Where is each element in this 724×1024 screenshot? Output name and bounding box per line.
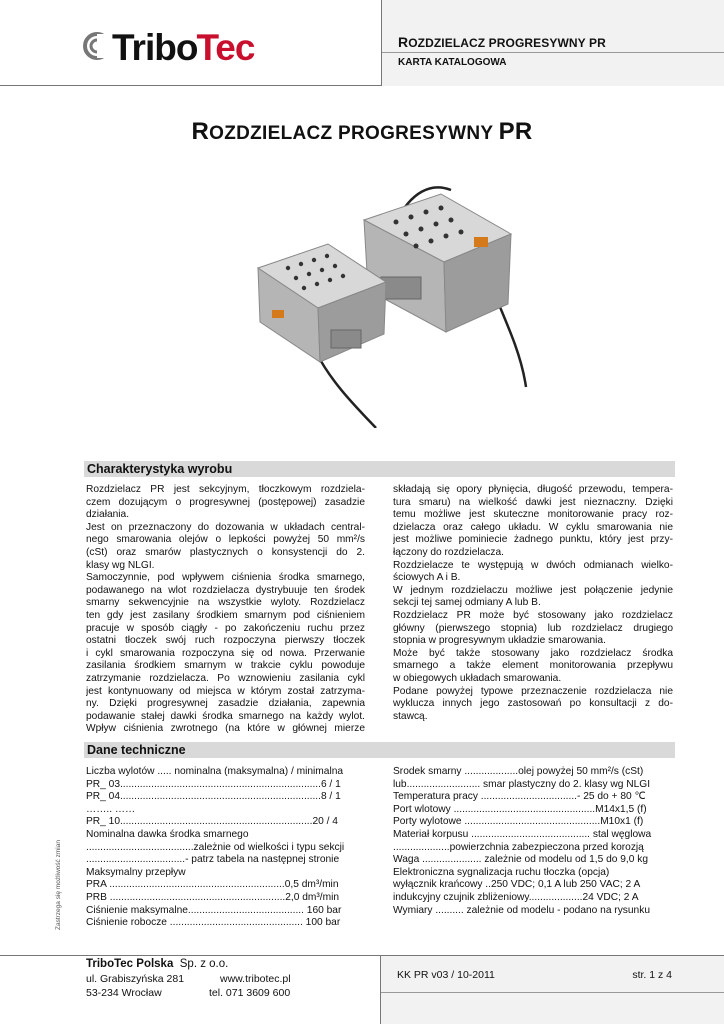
text-line: PR_ 10....................................................................20 / 4	[86, 816, 338, 828]
text-line: Ciśnienie maksymalne......................................... 160 bar	[86, 904, 342, 916]
side-note: Zastrzega się możliwość zmian	[55, 840, 62, 930]
text-line: klasy wg NLGI.	[86, 559, 155, 571]
logo-area	[0, 0, 381, 86]
text-line: Materiał korpusu .......................................... stal węglowa	[393, 828, 652, 840]
text-line: Rozdzielacz PR jest sekcyjnym, tłoczkowym rozdziela-	[86, 484, 365, 495]
text-line: wyłącznik krańcowy ..250 VDC; 0,1 A lub 250 VAC; 2 A	[393, 879, 641, 891]
text-line: tura smaru) na wielkość dawki jest nieznaczny. Dzięki	[393, 496, 673, 508]
text-line: lub.......................... smar plastyczny do 2. klasy wg NLGI	[393, 778, 651, 790]
header-divider	[382, 52, 724, 53]
header-subtitle: KARTA KATALOGOWA	[398, 57, 507, 68]
text-line: Środek smarny ...................olej powyżej 50 mm²/s (cSt)	[393, 766, 644, 777]
footer-street: ul. Grabiszyńska 281	[86, 973, 185, 985]
text-line: PRA ..............................................................0,5 dm³/min	[86, 879, 339, 891]
footer-company-area	[0, 956, 381, 1024]
footer-company-suffix: Sp. z o.o.	[179, 958, 229, 970]
footer-company-name: TriboTec Polska	[86, 958, 174, 970]
text-line: podawanie stałej dawki środka smarnego na każdy wylot.	[86, 710, 365, 722]
text-line: Ciśnienie robocze ............................................... 100 bar	[86, 917, 341, 929]
text-line: zatrzymanie rozdzielacza. Po wznowieniu zasilania cykl	[86, 672, 365, 684]
footer-company	[86, 958, 228, 970]
distributor-right	[364, 194, 511, 332]
text-line: działania.	[86, 509, 130, 521]
footer-page-number: str. 1 z 4	[632, 969, 672, 981]
footer-doc-code: KK PR v03 / 10-2011	[397, 969, 495, 981]
header-title-first: R	[398, 34, 409, 50]
text-line: Maksymalny przepływ	[86, 866, 186, 878]
page-footer	[0, 955, 724, 1024]
section-characteristics-heading: Charakterystyka wyrobu	[84, 461, 675, 477]
text-line: ....................powierzchnia zabezpieczona przed korozją	[393, 841, 644, 853]
text-line: ostatni tłoczek swój ruch rozpoczyna pierwszy tłoczek	[86, 635, 365, 647]
text-line: ściowych A i B.	[393, 572, 461, 584]
text-line: PR_ 04.......................................................................8 / 1	[86, 791, 341, 803]
text-line: smarny sekwencyjnie na wszystkie wyloty. Rozdzielacz	[86, 597, 365, 609]
text-line: czem dozującym o progresywnej (postępowej) zasadzie	[86, 496, 365, 508]
text-line: łączony do rozdzielacza.	[393, 546, 504, 558]
text-line: nego smarowania olejów o lepkości powyżej 50 mm²/s	[86, 534, 365, 546]
footer-divider	[381, 992, 724, 993]
text-line: Port wlotowy ..................................................M14x1,5 (f)	[393, 803, 647, 815]
footer-city: 53-234 Wrocław	[86, 987, 162, 999]
text-line: ten gdy jest zasilany środkiem smarnym pod ciśnieniem	[86, 609, 365, 621]
text-line: sekcji tej samej odmiany A lub B.	[393, 597, 541, 609]
text-line: wyklucza innych jego zastosowań po konsultacji z do-	[393, 698, 673, 710]
technical-right-column	[393, 766, 673, 917]
header-title	[398, 34, 606, 50]
text-line: ...................................- patrz tabela na następnej stronie	[86, 854, 340, 866]
text-line: Liczba wylotów ..... nominalna (maksymalna) / minimalna	[86, 766, 344, 777]
doc-title-end: PR	[498, 118, 533, 145]
text-line: jest możliwe pominiecie żadnego punktu, który jest przy-	[393, 534, 673, 546]
text-line: podawanego na wlot rozdzielacza dystrybuuje ten środek	[86, 584, 365, 596]
text-line: Samoczynnie, pod wpływem ciśnienia środka smarnego,	[86, 572, 365, 584]
text-line: składają się opory płynięcia, długość przewodu, tempera-	[393, 484, 673, 495]
characteristics-right-column	[393, 484, 673, 723]
header-title-area	[381, 0, 724, 86]
text-line: Porty wylotowe ................................................M10x1 (f)	[393, 816, 644, 828]
text-line: …….. ……	[86, 803, 136, 815]
logo-text: Tribo	[112, 27, 198, 68]
text-line: pracuje w sposób ciągły - po zakończeniu ruchu przez	[86, 622, 365, 634]
header-title-rest: OZDZIELACZ PROGRESYWNY PR	[408, 36, 606, 50]
text-line: ny. Dzięki progresywnej zasadzie działania, zapewnia	[86, 698, 365, 710]
product-photo	[236, 182, 536, 428]
text-line: dzielacza oraz całego układu. W cyklu smarowania nie	[393, 521, 673, 533]
text-line: i cykl smarowania rozpoczyna się od nowa. Przerwanie	[86, 647, 365, 659]
footer-phone: tel. 071 3609 600	[209, 987, 291, 999]
text-line: Podane powyżej typowe przeznaczenie rozdzielacza nie	[393, 685, 673, 697]
text-line: PR_ 03.......................................................................6 / 1	[86, 778, 341, 790]
text-line: smarnego a także element monitorowania przepływu	[393, 660, 673, 672]
text-line: Wpływ ciśnienia zwrotnego (na które w głównej mierze	[86, 723, 365, 735]
page-header	[0, 0, 724, 86]
text-line: Rozdzielacz PR może być stosowany jako rozdzielacz	[393, 609, 673, 621]
tribotec-logo	[0, 0, 381, 86]
text-line: (cSt) oraz smarów plastycznych o konsystencji do 2.	[86, 546, 365, 558]
text-line: ......................................zależnie od wielkości i typu sekcji	[86, 841, 345, 853]
text-line: jest kontynuowany od miejsca w którym został zatrzyma-	[86, 685, 365, 697]
logo-text-accent: Tec	[196, 27, 255, 68]
text-line: główny (pierwszego stopnia) lub rozdzielacz drugiego	[393, 622, 673, 634]
doc-title-rest: OZDZIELACZ PROGRESYWNY	[209, 123, 499, 144]
text-line: stopnia w progresywnym układzie smarowania.	[393, 635, 606, 647]
text-line: w obiegowych układach smarowania.	[393, 672, 562, 684]
text-line: zasilania środkiem smarnym w trakcie cyklu powoduje	[86, 660, 365, 672]
text-line: Nominalna dawka środka smarnego	[86, 828, 249, 840]
text-line: PRB ..............................................................2,0 dm³/min	[86, 891, 340, 903]
text-line: Może być także stosowany jako rozdzielacz środka	[393, 647, 673, 659]
doc-title-first: R	[191, 118, 210, 145]
section-technical-heading: Dane techniczne	[84, 742, 675, 758]
text-line: temu możliwe jest skuteczne monitorowanie pracy roz-	[393, 509, 673, 521]
text-line: Temperatura pracy ..................................- 25 do + 80 ℃	[393, 791, 646, 803]
text-line: stawcą.	[393, 710, 428, 722]
text-line: Waga ..................... zależnie od modelu od 1,5 do 9,0 kg	[393, 854, 649, 866]
document-title	[0, 118, 724, 146]
technical-left-column	[86, 766, 365, 930]
text-line: Elektroniczna sygnalizacja ruchu tłoczka (opcja)	[393, 866, 610, 878]
text-line: Wymiary .......... zależnie od modelu - podano na rysunku	[393, 904, 650, 916]
characteristics-left-column	[86, 484, 365, 736]
footer-website[interactable]: www.tribotec.pl	[220, 973, 291, 985]
text-line: Rozdzielacze te występują w dwóch odmianach wielko-	[393, 559, 673, 571]
text-line: indukcyjny czujnik zbliżeniowy...................24 VDC; 2 A	[393, 891, 639, 903]
text-line: Jest on przeznaczony do dozowania w układach central-	[86, 521, 365, 533]
text-line: W jednym rozdzielaczu możliwe jest połączenie jedynie	[393, 584, 673, 596]
